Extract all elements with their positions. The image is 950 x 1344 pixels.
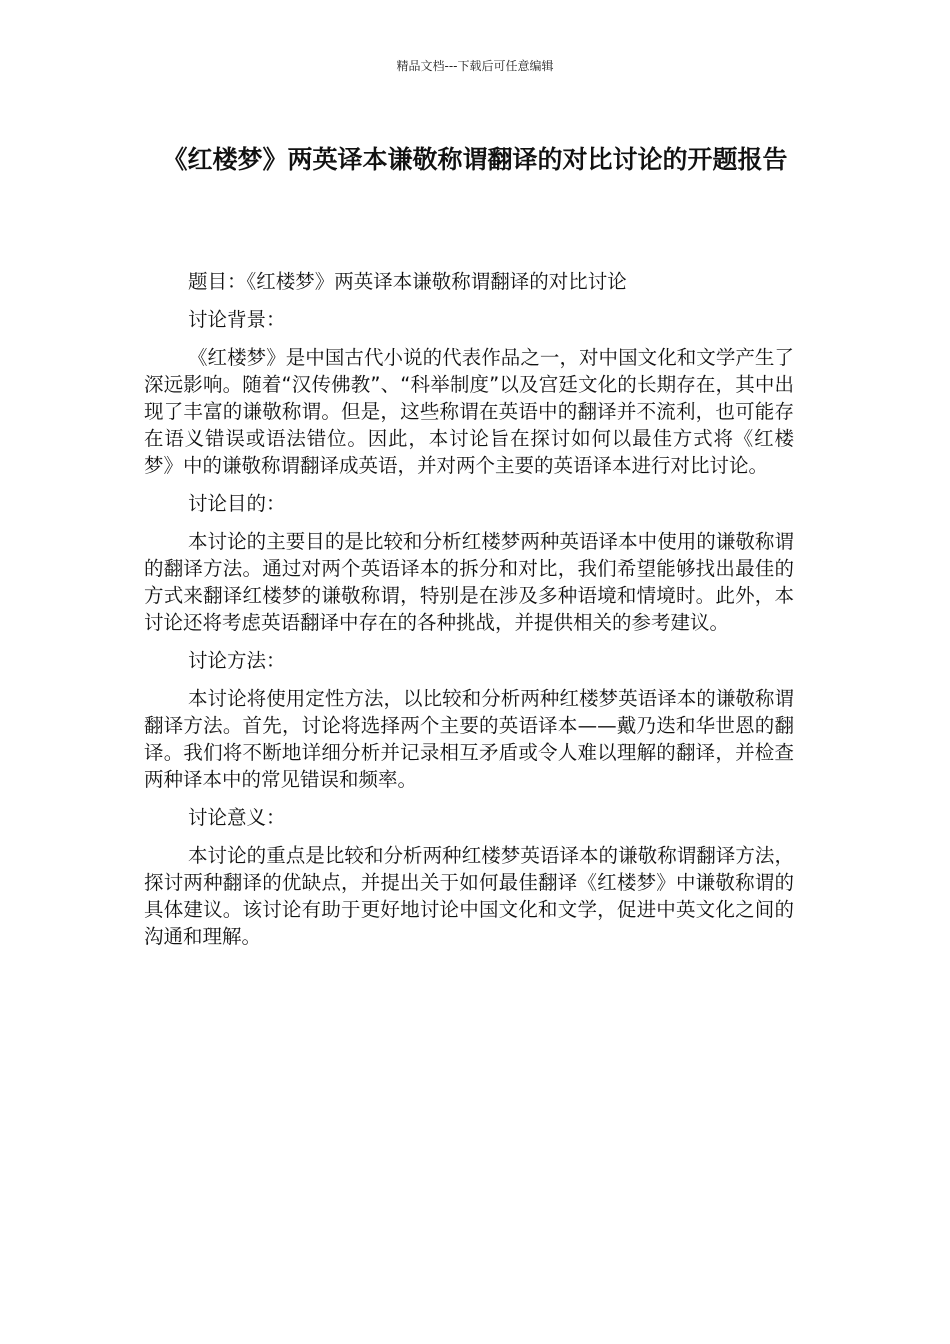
method-paragraph: 本讨论将使用定性方法，以比较和分析两种红楼梦英语译本的谦敬称谓翻译方法。首先，讨论将选择两个主要的英语译本——戴乃迭和华世恩的翻译。我们将不断地详细分析并记录相互矛盾或令人难以理解的翻译，并检查两种译本中的常见错误和频率。 bbox=[144, 687, 794, 791]
significance-heading: 讨论意义： bbox=[188, 806, 286, 829]
background-heading: 讨论背景： bbox=[188, 308, 286, 331]
purpose-heading: 讨论目的： bbox=[188, 492, 286, 515]
subject-line: 题目：《红楼梦》两英译本谦敬称谓翻译的对比讨论 bbox=[188, 270, 627, 293]
background-paragraph: 《红楼梦》是中国古代小说的代表作品之一，对中国文化和文学产生了深远影响。随着“汉传佛教”、“科举制度”以及宫廷文化的长期存在，其中出现了丰富的谦敬称谓。但是，这些称谓在英语中的翻译并不流利，也可能存在语义错误或语法错位。因此，本讨论旨在探讨如何以最佳方式将《红楼梦》中的谦敬称谓翻译成英语，并对两个主要的英语译本进行对比讨论。 bbox=[144, 346, 794, 477]
significance-paragraph: 本讨论的重点是比较和分析两种红楼梦英语译本的谦敬称谓翻译方法，探讨两种翻译的优缺点，并提出关于如何最佳翻译《红楼梦》中谦敬称谓的具体建议。该讨论有助于更好地讨论中国文化和文学，促进中英文化之间的沟通和理解。 bbox=[144, 844, 794, 948]
page-header: 精品文档---下载后可任意编辑 bbox=[396, 59, 554, 73]
document-title: 《红楼梦》两英译本谦敬称谓翻译的对比讨论的开题报告 bbox=[162, 145, 788, 174]
method-heading: 讨论方法： bbox=[188, 649, 286, 672]
purpose-paragraph: 本讨论的主要目的是比较和分析红楼梦两种英语译本中使用的谦敬称谓的翻译方法。通过对两个英语译本的拆分和对比，我们希望能够找出最佳的方式来翻译红楼梦的谦敬称谓，特别是在涉及多种语境和情境时。此外，本讨论还将考虑英语翻译中存在的各种挑战，并提供相关的参考建议。 bbox=[144, 530, 794, 634]
document-body bbox=[144, 268, 794, 961]
